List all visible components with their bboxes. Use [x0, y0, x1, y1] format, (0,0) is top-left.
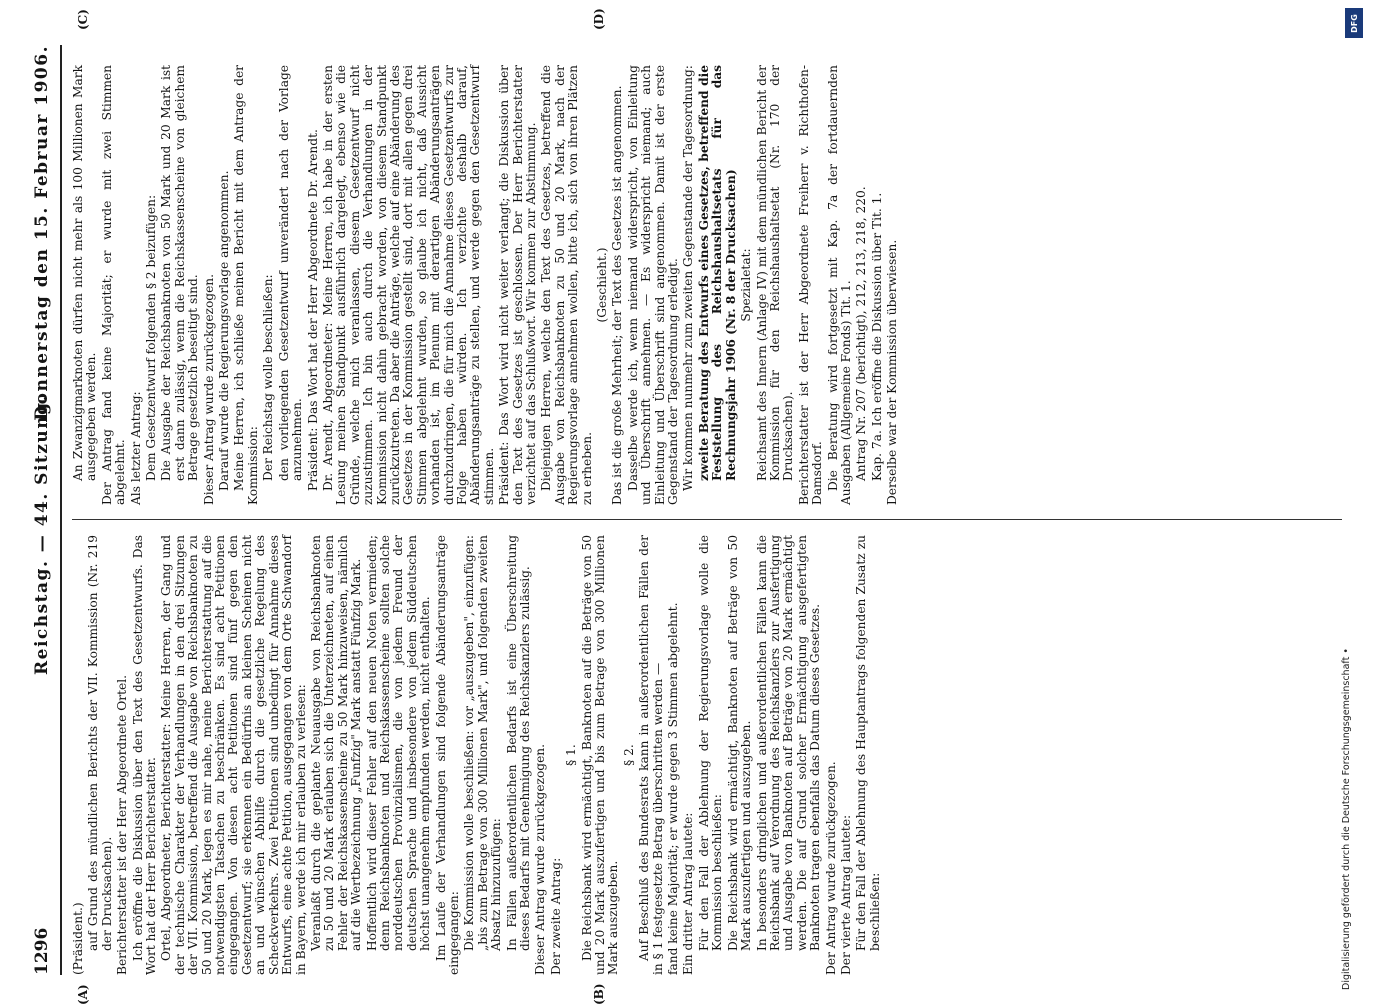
paragraph: Wir kommen nunmehr zum zweiten Gegenstande der Tagesordnung:	[682, 65, 695, 505]
paragraph: Der Antrag fand keine Majorität; er wurde mit zwei Stimmen abgelehnt.	[101, 65, 128, 505]
paragraph: Berichterstatter ist der Herr Abgeordnete Freiherr v. Richthofen-Damsdorf.	[798, 65, 825, 505]
left-column	[72, 535, 884, 975]
paragraph: Der Antrag wurde zurückgezogen.	[825, 535, 838, 975]
digitization-note: Digitalisierung gefördert durch die Deutsche Forschungsgemeinschaft •	[1341, 648, 1352, 990]
paragraph: Der vierte Antrag lautete:	[840, 535, 853, 975]
motion-text: Die Ausgabe der Reichsbanknoten von 50 Mark und 20 Mark ist erst dann zulässig, wenn die Reichskassenscheine von gleichem Betrage gesetzlich beseitigt sind.	[160, 65, 200, 505]
paragraph: Als letzter Antrag:	[130, 65, 143, 505]
agenda-item: Reichsamt des Innern (Anlage IV) mit dem mündlichen Bericht der Kommission für den Reichshaushaltsetat (Nr. 170 der Drucksachen).	[756, 65, 796, 505]
header-rule	[60, 45, 62, 975]
paragraph: auf Grund des mündlichen Berichts der VII. Kommission (Nr. 219 der Drucksachen).	[87, 535, 114, 975]
stage-direction: (Geschieht.)	[596, 65, 609, 505]
paragraph: Darauf wurde die Regierungsvorlage angenommen.	[218, 65, 231, 505]
paragraph: Ein dritter Antrag lautete:	[682, 535, 695, 975]
rotated-page-content	[32, 45, 1352, 975]
motion-text: Für den Fall der Ablehnung des Hauptantrags folgenden Zusatz zu beschließen:	[855, 535, 882, 975]
motion-text: An Zwanzigmarknoten dürfen nicht mehr als 100 Millionen Mark ausgegeben werden.	[72, 65, 99, 505]
motion-text: In Fällen außerordentlichen Bedarfs ist eine Überschreitung dieses Bedarfs mit Genehmigung des Reichskanzlers zulässig.	[506, 535, 533, 975]
motion-text: Auf Beschluß des Bundesrats kann in außerordentlichen Fällen der in § 1 festgesetzte Betrag überschritten werden —	[638, 535, 665, 975]
dfg-logo	[1345, 8, 1363, 38]
motion-text: Dem Gesetzentwurf folgenden § 2 beizufügen:	[145, 65, 158, 505]
paragraph: Diejenigen Herren, welche den Text des Gesetzes, betreffend die Ausgabe von Reichsbanknoten zu 50 und 20 Mark, nach der Regierungsvorlage annehmen wollen, bitte ich, sich von ihren Plätzen zu erheben.	[540, 65, 594, 505]
speech-paragraph: Ortel, Abgeordneter, Berichterstatter: Meine Herren, der Gang und der technische Charakter der Verhandlungen in den drei Sitzungen der VII. Kommission, betreffend die Ausgabe von Reichsbanknoten zu 50 und 20 Mark, legen es mir nahe, meine Berichterstattung auf die notwendigsten Tatsachen zu beschränken. Es sind acht Petitionen eingegangen. Von diesen acht Petitionen sind fünf gegen den Gesetzentwurf; sie erkennen ein Bedürfnis an kleinen Scheinen nicht an und wünschen Abhilfe durch die gesetzliche Regelung des Scheckverkehrs. Zwei Petitionen sind unbedingt für Annahme dieses Entwurfs, eine achte Petition, ausgegangen von dem Orte Schwandorf in Bayern, werde ich mir erlauben zu verlesen:	[160, 535, 307, 975]
paragraph: Der zweite Antrag:	[550, 535, 563, 975]
paragraph: Dieser Antrag wurde zurückgezogen.	[534, 535, 547, 975]
motion-text: In besonders dringlichen und außerordentlichen Fällen kann die Reichsbank auf Verordnung des Reichskanzlers zur Ausfertigung und Ausgabe von Banknoten auf Beträge von 20 Mark ermächtigt werden. Die auf Grund solcher Ermächtigung ausgefertigten Banknoten tragen ebenfalls das Datum dieses Gesetzes.	[756, 535, 823, 975]
page-header	[32, 45, 60, 975]
section-number: § 2.	[623, 535, 636, 975]
paragraph: Die Beratung wird fortgesetzt mit Kap. 7a der fortdauernden Ausgaben (Allgemeine Fonds) Tit. 1.	[827, 65, 854, 505]
margin-mark-d: (D)	[592, 8, 606, 30]
paragraph: Berichterstatter ist der Herr Abgeordnete Ortel.	[116, 535, 129, 975]
paragraph: Dieser Antrag wurde zurückgezogen.	[203, 65, 216, 505]
session-date: Donnerstag den 15. Februar 1906.	[32, 45, 52, 421]
motion-text: Die Kommission wolle beschließen: vor „auszugeben", einzufügen: „bis zum Betrage von 300 Millionen Mark", und folgenden zweiten Absatz hinzuzufügen:	[463, 535, 503, 975]
paragraph: Dasselbe werde ich, wenn niemand widerspricht, von Einleitung und Überschrift annehmen. — Es widerspricht niemand; auch Einleitung und Überschrift sind angenommen. Damit ist der erste Gegenstand der Tagesordnung erledigt.	[627, 65, 681, 505]
paragraph: Meine Herren, ich schließe meinen Bericht mit dem Antrage der Kommission:	[233, 65, 260, 505]
agenda-subheading: Spezialetat:	[740, 65, 753, 505]
paragraph: Kap. 7a. Ich eröffne die Diskussion über Tit. 1.	[871, 65, 884, 505]
dfg-logo-text: DFG	[1350, 14, 1359, 33]
quoted-petition: Veranlaßt durch die geplante Neuausgabe von Reichsbanknoten zu 50 und 20 Mark erlauben sich die Unterzeichneten, auf einen Fehler der Reichskassenscheine zu 50 Mark hinzuweisen, nämlich auf die Wertbezeichnung „Funfzig" Mark anstatt Fünfzig Mark.	[310, 535, 364, 975]
paragraph: Im Laufe der Verhandlungen sind folgende Abänderungsanträge eingegangen:	[435, 535, 462, 975]
motion-text: Die Reichsbank wird ermächtigt, Banknoten auf die Beträge von 50 und 20 Mark auszufertigen und bis zum Betrage von 300 Millionen Mark auszugeben.	[581, 535, 621, 975]
motion-text: Für den Fall der Ablehnung der Regierungsvorlage wolle die Kommission beschließen:	[698, 535, 725, 975]
paragraph: (Präsident.)	[72, 535, 85, 975]
paragraph: Antrag Nr. 207 (berichtigt), 212, 213, 218, 220.	[855, 65, 868, 505]
motion-text: Der Reichstag wolle beschließen:	[262, 65, 275, 505]
paragraph: Ich eröffne die Diskussion über den Text des Gesetzentwurfs. Das Wort hat der Herr Berichterstatter.	[132, 535, 159, 975]
section-number: § 1.	[565, 535, 578, 975]
paragraph: Das ist die große Mehrheit; der Text des Gesetzes ist angenommen.	[611, 65, 624, 505]
paragraph: fand keine Majorität; er wurde gegen 3 Stimmen abgelehnt.	[667, 535, 680, 975]
margin-mark-b: (B)	[592, 984, 606, 1005]
margin-mark-a: (A)	[76, 984, 90, 1005]
column-divider	[72, 519, 1342, 520]
paragraph: Derselbe war der Kommission überwiesen.	[886, 65, 899, 505]
motion-text: den vorliegenden Gesetzentwurf unverändert nach der Vorlage anzunehmen.	[278, 65, 305, 505]
session-title: Reichstag. — 44. Sitzung.	[32, 394, 52, 675]
speech-paragraph: Präsident: Das Wort hat der Herr Abgeordnete Dr. Arendt.	[307, 65, 320, 505]
margin-mark-c: (C)	[76, 9, 90, 30]
page-number: 1296	[32, 928, 52, 975]
speech-paragraph: Präsident: Das Wort wird nicht weiter verlangt; die Diskussion über den Text des Gesetzes ist geschlossen. Der Herr Berichterstatter verzichtet auf das Schlußwort. Wir kommen zur Abstimmung.	[498, 65, 538, 505]
speech-paragraph: Dr. Arendt, Abgeordneter: Meine Herren, ich habe in der ersten Lesung meinen Standpunkt ausführlich dargelegt, ebenso wie die Gründe, welche mich veranlassen, diesem Gesetzentwurf nicht zuzustimmen. Ich bin auch durch die Verhandlungen in der Kommission nicht dahin gebracht worden, von diesem Standpunkt zurückzutreten. Da aber die Anträge, welche auf eine Abänderung des Gesetzes in der Kommission gestellt sind, dort mit allen gegen drei Stimmen abgelehnt wurden, so glaube ich nicht, daß Aussicht vorhanden ist, im Plenum mit derartigen Abänderungsanträgen durchzudringen, die für mich die Annahme dieses Gesetzentwurfs zur Folge haben würden. Ich verzichte deshalb darauf, Abänderungsanträge zu stellen, und werde gegen den Gesetzentwurf stimmen.	[322, 65, 496, 505]
agenda-item: zweite Beratung des Entwurfs eines Gesetzes, betreffend die Feststellung des Reichshaushaltsetats für das Rechnungsjahr 1906 (Nr. 8 der Drucksachen)	[698, 65, 738, 505]
right-column	[72, 65, 902, 505]
quoted-petition: Hoffentlich wird dieser Fehler auf den neuen Noten vermieden; denn Reichsbanknoten und Reichskassenscheine sollten solche norddeutschen Provinzialismen, die von jedem Freund der deutschen Sprache und insbesondere von jedem Süddeutschen höchst unangenehm empfunden werden, nicht enthalten.	[366, 535, 433, 975]
motion-text: Die Reichsbank wird ermächtigt, Banknoten auf Beträge von 50 Mark auszufertigen und auszugeben.	[727, 535, 754, 975]
